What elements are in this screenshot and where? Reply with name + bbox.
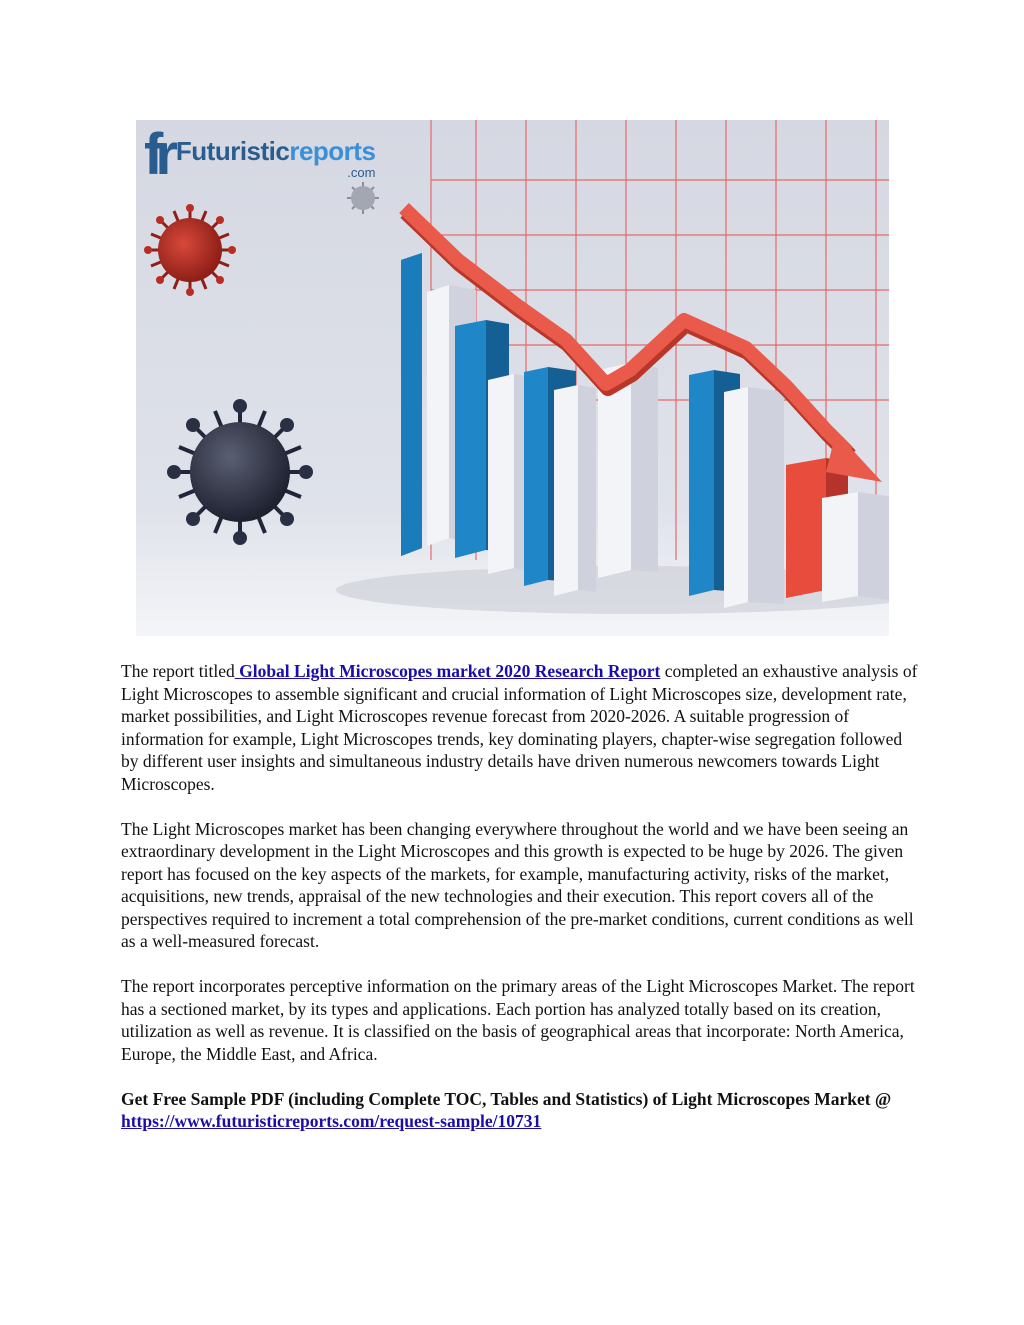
paragraph-market: The Light Microscopes market has been changing everywhere throughout the world and we have been seeing an extraordinary development in the Light Microscopes and this growth is expected to be huge by 2026. The given report has focused on the key aspects of the markets, for example, manufacturing activity, risks of the market, acquisitions, new trends, appraisal of the new technologies and their execution. This report covers all of the perspectives required to increment a total comprehension of the pre-market conditions, current conditions as well as a well-measured forecast.	[121, 818, 914, 951]
report-title-link[interactable]: Global Light Microscopes market 2020 Research Report	[234, 661, 661, 681]
virus-icon	[144, 204, 236, 296]
intro-text-after: completed an exhaustive analysis of Light Microscopes to assemble significant and crucial information of Light Microscopes size, development rate, market possibilities, and Light Microscopes revenue forecast from 2020-2026. A suitable progression of information for example, Light Microscopes trends, key dominating players, chapter-wise segregation followed by different user insights and simultaneous industry details have driven numerous newcomers towards Light Microscopes.	[121, 661, 918, 794]
brand-name-part1: Futuristic	[175, 136, 290, 166]
sample-cta	[121, 1088, 921, 1133]
paragraph-regions: The report incorporates perceptive information on the primary areas of the Light Microscopes Market. The report has a sectioned market, by its types and applications. Each portion has analyzed totally based on its creation, utilization as well as revenue. It is classified on the basis of geographical areas that incorporate: North America, Europe, the Middle East, and Africa.	[121, 976, 915, 1064]
brand-logo	[144, 122, 376, 187]
brand-name	[176, 138, 376, 164]
chart-illustration	[136, 120, 889, 636]
paragraph-intro	[121, 660, 921, 795]
virus-icon	[167, 399, 313, 545]
article-body	[121, 660, 921, 1155]
brand-mark: fr	[144, 122, 170, 187]
cta-text: Get Free Sample PDF (including Complete TOC, Tables and Statistics) of Light Microscopes Market @	[121, 1088, 892, 1109]
brand-tld: .com	[347, 165, 376, 180]
sample-request-link[interactable]: https://www.futuristicreports.com/request-sample/10731	[121, 1111, 542, 1131]
intro-text-before: The report titled	[121, 661, 235, 681]
hero-image	[136, 120, 889, 636]
brand-name-part2: reports	[289, 136, 376, 166]
